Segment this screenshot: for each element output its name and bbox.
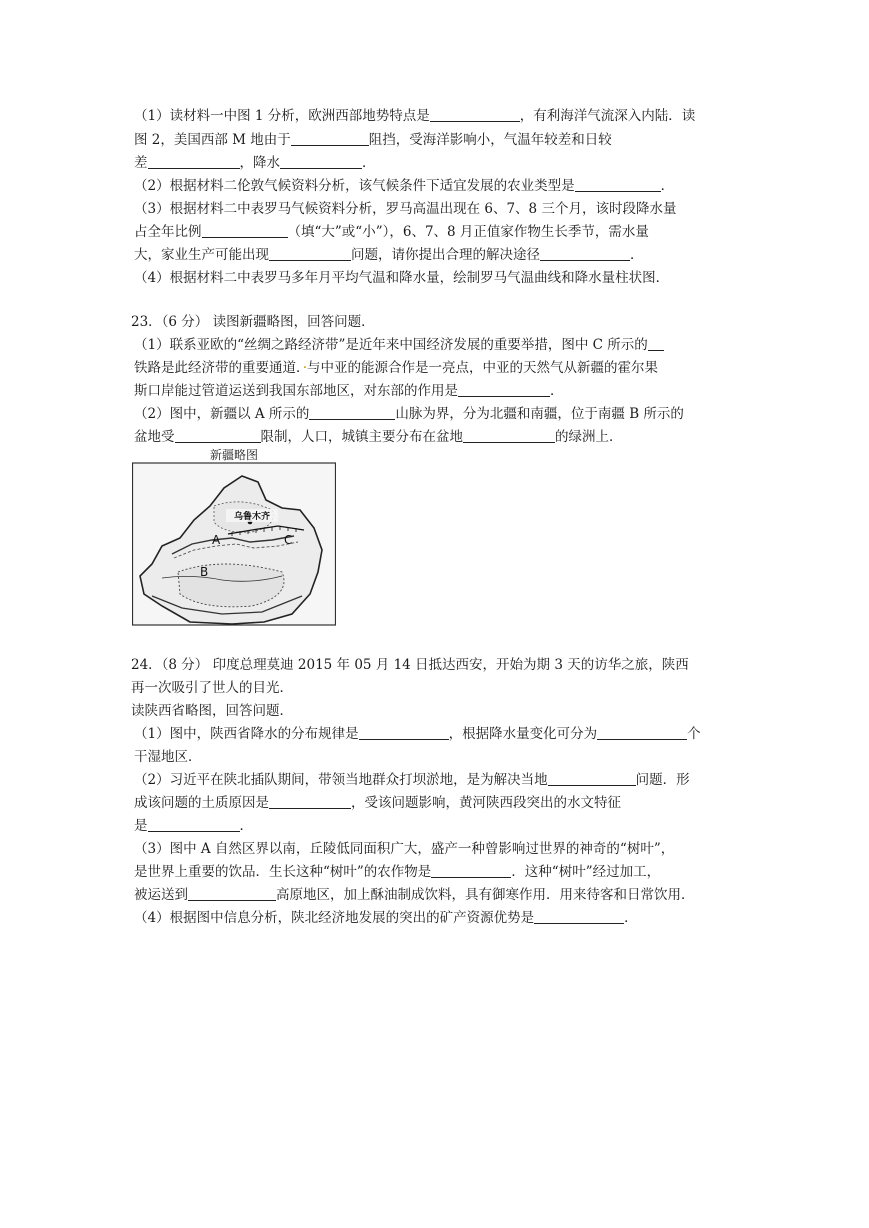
text: （2）根据材料二伦敦气候资料分析，该气候条件下适宜发展的农业类型是 — [134, 178, 575, 194]
text: ． — [239, 818, 253, 834]
answer-blank[interactable] — [309, 405, 395, 420]
answer-blank[interactable] — [148, 154, 240, 169]
q24-p1-line2 — [134, 747, 202, 767]
answer-blank[interactable] — [648, 336, 664, 351]
xinjiang-map-figure — [132, 446, 336, 626]
text: ． — [630, 247, 644, 263]
answer-blank[interactable] — [597, 725, 687, 740]
text: 山脉为界，分为北疆和南疆，位于南疆 B 所示的 — [395, 406, 684, 422]
answer-blank[interactable] — [463, 428, 555, 443]
text: ． — [362, 155, 376, 171]
q24-instruction — [131, 701, 293, 721]
text: 问题，请你提出合理的解决途径 — [351, 247, 540, 263]
text: 铁路是此经济带的重要通道． — [134, 360, 303, 376]
q23-p1-line3 — [134, 381, 564, 401]
q24-p3-line1 — [134, 839, 674, 859]
answer-blank[interactable] — [291, 131, 369, 146]
question-title: 24．（8 分） 印度总理莫迪 2015 年 05 月 14 日抵达西安，开始为期 3 天的访华之旅，陕西 — [131, 657, 689, 673]
q23-p1-line1 — [134, 335, 664, 355]
answer-blank[interactable] — [431, 863, 511, 878]
text: ，受该问题影响，黄河陕西段突出的水文特征 — [351, 795, 621, 811]
city-label-urumqi: 乌鲁木齐 — [233, 512, 271, 522]
text: ． — [624, 910, 638, 926]
text: 被运送到 — [134, 887, 188, 903]
q24-header-line2 — [131, 678, 293, 698]
answer-blank[interactable] — [458, 382, 550, 397]
label-b: B — [200, 565, 209, 579]
q24-p2-line2 — [134, 793, 621, 813]
answer-blank[interactable] — [575, 177, 661, 192]
answer-blank[interactable] — [548, 771, 636, 786]
text: 图 2，美国西部 M 地由于 — [134, 132, 291, 148]
q22-p3-line3 — [134, 245, 644, 265]
text: ． — [660, 178, 675, 194]
answer-blank[interactable] — [359, 725, 449, 740]
text: 占全年比例 — [134, 224, 202, 240]
q23-p1-line2 — [134, 358, 658, 378]
text: （1）读材料一中图 1 分析，欧洲西部地势特点是 — [134, 108, 430, 124]
q22-p4 — [134, 268, 669, 288]
answer-blank[interactable] — [534, 909, 624, 924]
q24-p3-line3 — [134, 885, 695, 905]
text: 阻挡，受海洋影响小，气温年较差和日较 — [368, 132, 612, 148]
answer-blank[interactable] — [430, 107, 520, 122]
q23-header — [131, 312, 375, 332]
text: 再一次吸引了世人的目光． — [131, 680, 293, 696]
text: （2）习近平在陕北插队期间，带领当地群众打坝淤地，是为解决当地 — [134, 772, 548, 788]
q24-p2-line3 — [134, 816, 253, 836]
q24-p2-line1 — [134, 770, 690, 790]
q23-p2-line2 — [134, 427, 623, 447]
answer-blank[interactable] — [269, 246, 351, 261]
text: （3）图中 A 自然区界以南，丘陵低同面积广大，盛产一种曾影响过世界的神奇的“树叶”， — [134, 841, 675, 857]
text: 差 — [134, 155, 148, 171]
text: （3）根据材料二中表罗马气候资料分析，罗马高温出现在 6、7、8 三个月，该时段降水量 — [134, 201, 677, 217]
answer-blank[interactable] — [188, 886, 276, 901]
text: ．这种“树叶”经过加工， — [511, 864, 661, 880]
text: ，根据降水量变化可分为 — [448, 726, 598, 742]
text: 与中亚的能源合作是一亮点，中亚的天然气从新疆的霍尔果 — [307, 360, 659, 376]
text: 问题．形 — [635, 772, 690, 788]
q24-header-line1 — [131, 655, 689, 675]
answer-blank[interactable] — [148, 817, 240, 832]
text: 是 — [134, 818, 148, 834]
q22-p3-line1 — [134, 199, 676, 219]
text: 成该问题的土质原因是 — [134, 795, 269, 811]
answer-blank[interactable] — [175, 428, 261, 443]
map-title: 新疆略图 — [209, 448, 259, 462]
q23-p2-line1 — [134, 404, 684, 424]
q22-p2 — [134, 176, 674, 196]
question-title: 23．（6 分） 读图新疆略图，回答问题． — [131, 314, 375, 330]
text: ，有利海洋气流深入内陆．读 — [519, 108, 696, 124]
text: 是世界上重要的饮品．生长这种“树叶”的农作物是 — [134, 864, 432, 880]
text: ，降水 — [239, 155, 280, 171]
q22-p1-line2 — [134, 130, 612, 150]
q24-p4 — [134, 908, 638, 928]
label-c: C — [284, 533, 293, 547]
stray-dot: · — [302, 360, 308, 376]
text: （2）图中，新疆以 A 所示的 — [134, 406, 310, 422]
text: 干湿地区． — [134, 749, 202, 765]
text: 限制，人口，城镇主要分布在盆地 — [260, 429, 463, 445]
q24-p3-line2 — [134, 862, 660, 882]
text: 个 — [687, 726, 701, 742]
answer-blank[interactable] — [202, 223, 288, 238]
q22-p1-line1 — [134, 106, 695, 126]
text: （4）根据图中信息分析，陕北经济地发展的突出的矿产资源优势是 — [134, 910, 535, 926]
text: （1）联系亚欧的“丝绸之路经济带”是近年来中国经济发展的重要举措，图中 C 所示的 — [134, 337, 648, 353]
q24-p1-line1 — [134, 724, 701, 744]
text: （填“大”或“小”），6、7、8 月正值家作物生长季节，需水量 — [287, 224, 649, 240]
text: 读陕西省略图，回答问题． — [131, 703, 293, 719]
text: ． — [550, 383, 564, 399]
answer-blank[interactable] — [269, 794, 351, 809]
text: 高原地区，加上酥油制成饮料，具有御寒作用．用来待客和日常饮用． — [276, 887, 695, 903]
text: 大，家业生产可能出现 — [134, 247, 269, 263]
text: （4）根据材料二中表罗马多年月平均气温和降水量，绘制罗马气温曲线和降水量柱状图． — [134, 270, 670, 286]
text: 盆地受 — [134, 429, 175, 445]
label-a: A — [212, 533, 221, 547]
xinjiang-map — [132, 446, 336, 626]
answer-blank[interactable] — [540, 246, 630, 261]
text: （1）图中，陕西省降水的分布规律是 — [134, 726, 359, 742]
q22-p3-line2 — [134, 222, 649, 242]
text: 的绿洲上． — [555, 429, 623, 445]
q22-p1-line3 — [134, 153, 376, 173]
tarim-basin — [178, 564, 284, 607]
text: 斯口岸能过管道运送到我国东部地区，对东部的作用是 — [134, 383, 458, 399]
answer-blank[interactable] — [280, 154, 362, 169]
